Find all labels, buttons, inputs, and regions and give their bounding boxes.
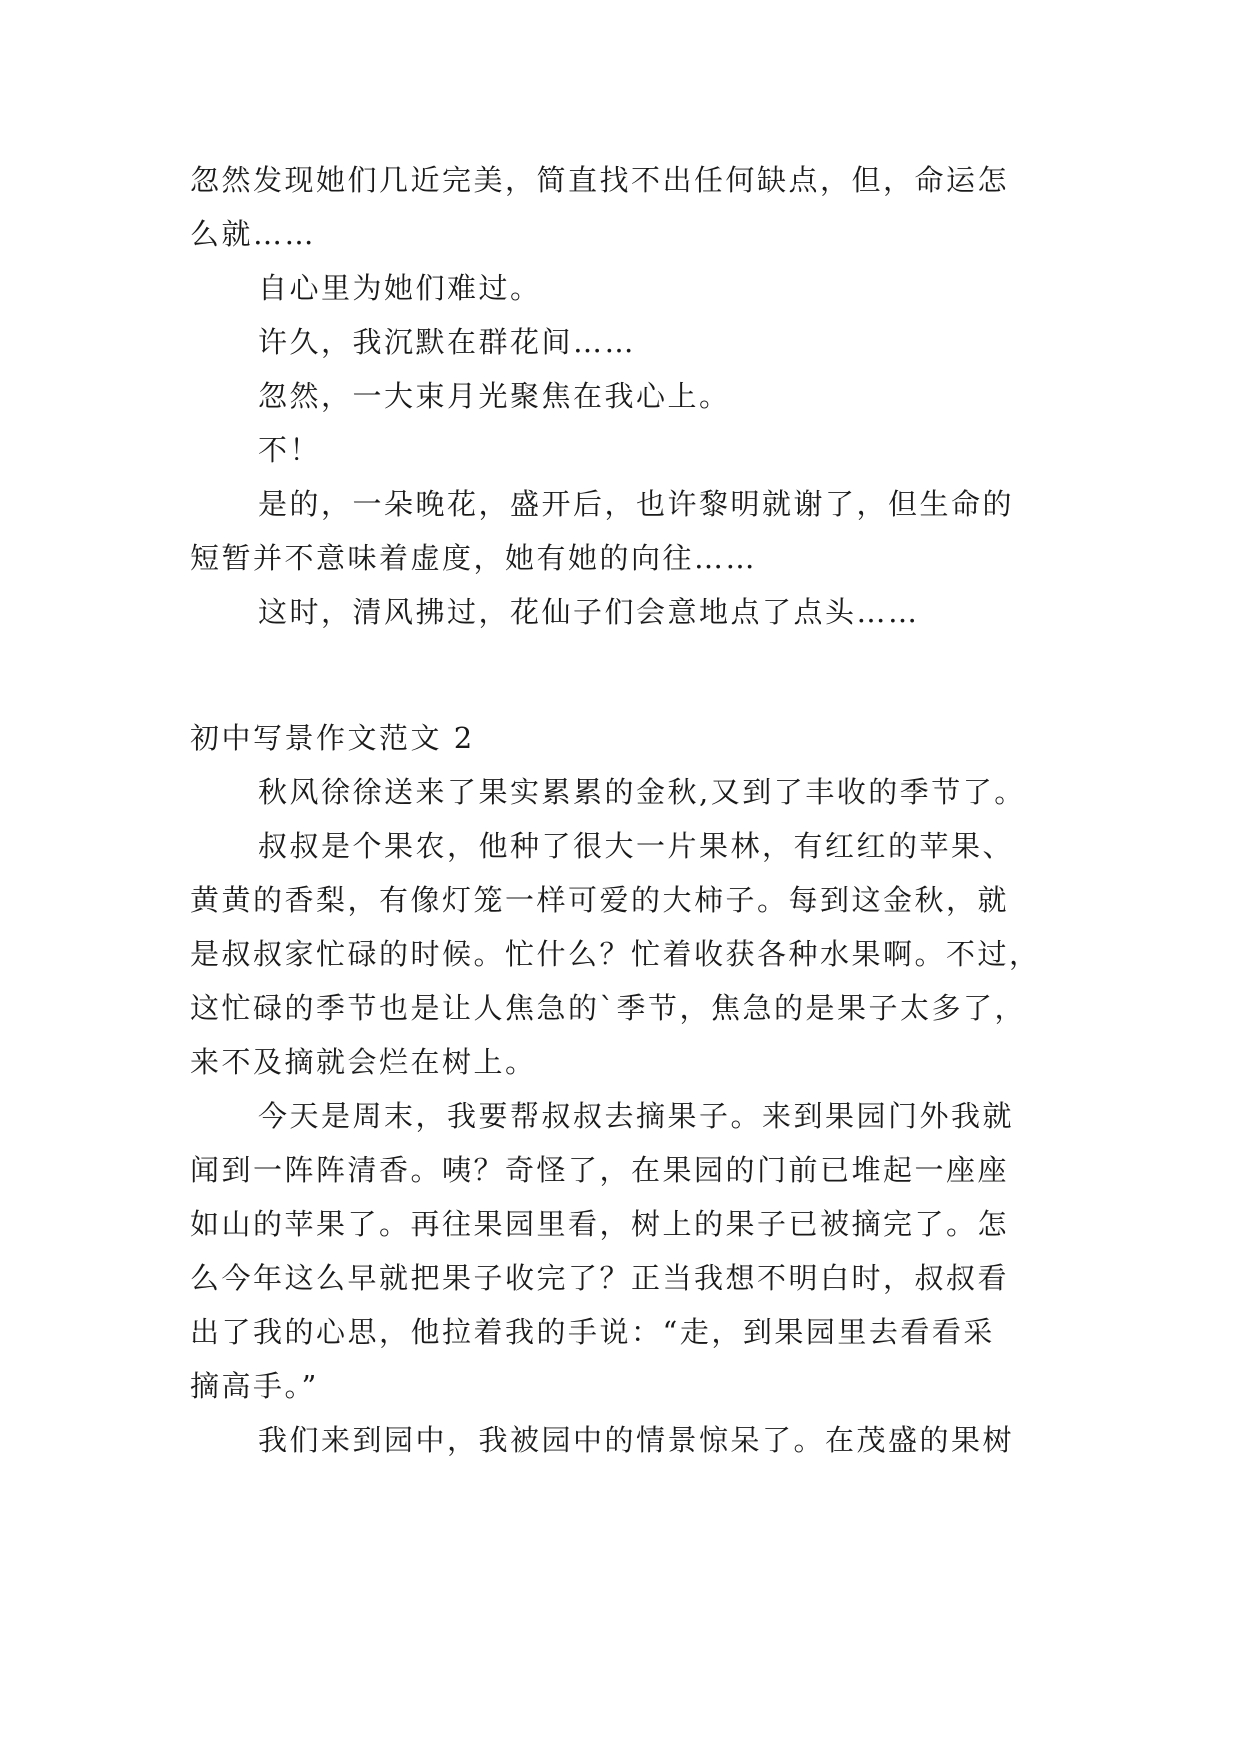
- paragraph-line: 如山的苹果了。再往果园里看，树上的果子已被摘完了。怎: [190, 1207, 1010, 1241]
- paragraph-line: 闻到一阵阵清香。咦？奇怪了，在果园的门前已堆起一座座: [190, 1153, 1010, 1187]
- paragraph-line: 么就……: [190, 217, 317, 251]
- paragraph-line: 短暂并不意味着虚度，她有她的向往……: [190, 541, 758, 575]
- paragraph-line: 叔叔是个果农，他种了很大一片果林，有红红的苹果、: [258, 829, 1015, 863]
- paragraph-line: 秋风徐徐送来了果实累累的金秋,又到了丰收的季节了。: [258, 775, 1026, 809]
- paragraph-line: 许久，我沉默在群花间……: [258, 325, 637, 359]
- paragraph-line: 来不及摘就会烂在树上。: [190, 1045, 537, 1079]
- paragraph-line: 今天是周末，我要帮叔叔去摘果子。来到果园门外我就: [258, 1099, 1015, 1133]
- paragraph-line: 是的，一朵晚花，盛开后，也许黎明就谢了，但生命的: [258, 487, 1015, 521]
- paragraph-line: 摘高手。”: [190, 1369, 319, 1403]
- paragraph-line: 不！: [258, 433, 322, 467]
- section-heading: 初中写景作文范文 2: [190, 721, 475, 755]
- paragraph-line: 忽然发现她们几近完美，简直找不出任何缺点，但，命运怎: [190, 163, 1010, 197]
- paragraph-line: 忽然，一大束月光聚焦在我心上。: [258, 379, 731, 413]
- paragraph-line: 么今年这么早就把果子收完了？正当我想不明白时，叔叔看: [190, 1261, 1010, 1295]
- paragraph-line: 出了我的心思，他拉着我的手说：“走，到果园里去看看采: [190, 1315, 995, 1349]
- paragraph-line: 我们来到园中，我被园中的情景惊呆了。在茂盛的果树: [258, 1423, 1015, 1457]
- paragraph-line: 这时，清风拂过，花仙子们会意地点了点头……: [258, 595, 920, 629]
- paragraph-line: 黄黄的香梨，有像灯笼一样可爱的大柿子。每到这金秋，就: [190, 883, 1010, 917]
- paragraph-line: 自心里为她们难过。: [258, 271, 542, 305]
- paragraph-line: 是叔叔家忙碌的时候。忙什么？忙着收获各种水果啊。不过，: [190, 937, 1041, 971]
- paragraph-line: 这忙碌的季节也是让人焦急的`季节，焦急的是果子太多了，: [190, 991, 1027, 1025]
